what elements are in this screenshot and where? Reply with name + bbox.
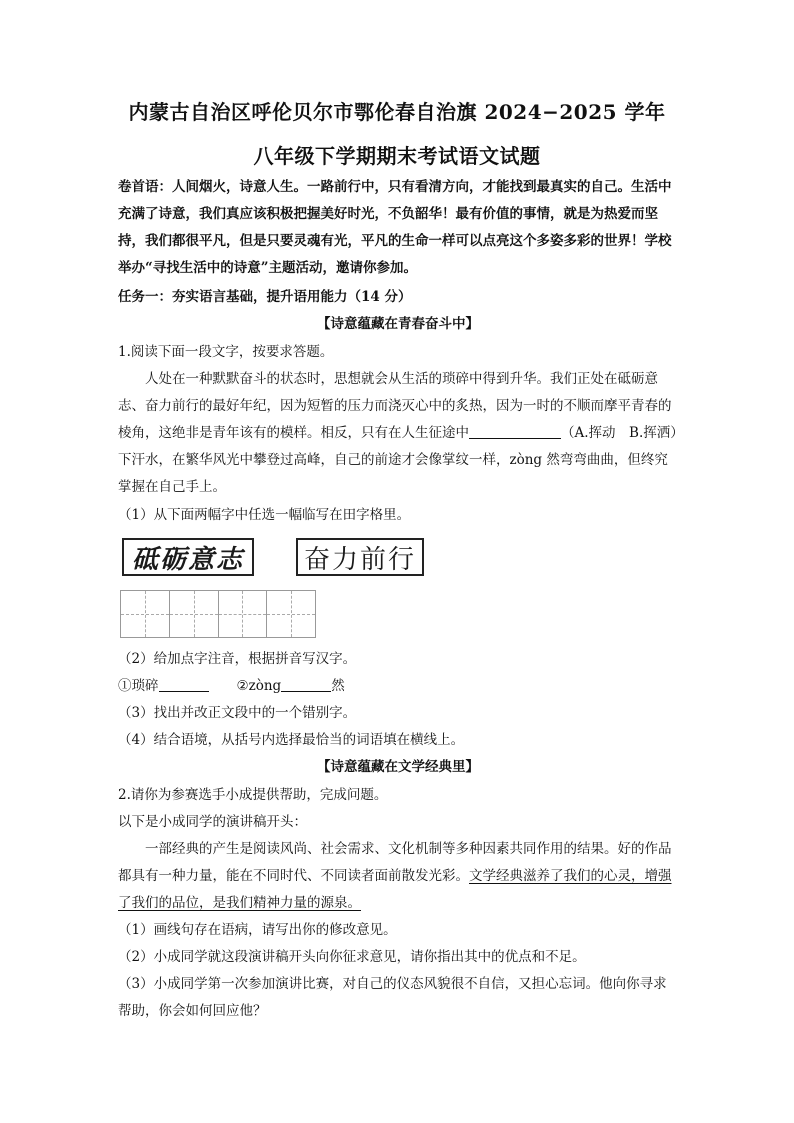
q1-stem: 1.阅读下面一段文字，按要求答题。 [118, 344, 334, 360]
q1-sub1: （1）从下面两幅字中任选一幅临写在田字格里。 [118, 507, 411, 523]
calligraphy-sample-1 [122, 538, 254, 576]
sub2-blank2[interactable] [281, 677, 331, 692]
q2-lead: 以下是小成同学的演讲稿开头： [118, 814, 307, 830]
calligraphy-sample-2 [296, 538, 424, 576]
calligraphy-text-2: 奋力前行 [303, 544, 416, 575]
q1-sub3: （3）找出并改正文段中的一个错别字。 [118, 705, 357, 721]
sub2-item2-prefix: ②zòng [236, 678, 282, 694]
exam-title-line2: 八年级下学期期末考试语文试题 [253, 144, 541, 168]
tianzige-cell[interactable] [170, 591, 219, 637]
q2-speech-underlined: 文学经典滋养了我们的心灵，增强了我们的品位，是我们精神力量的源泉。 [118, 868, 672, 911]
sub2-blank1[interactable] [159, 677, 209, 692]
intro-paragraph: 卷首语：人间烟火，诗意人生。一路前行中，只有看清方向，才能找到最真实的自己。生活中充满了诗意，我们真应该积极把握美好时光，不负韶华！最有价值的事情，就是为热爱而坚持，我们都很平凡，但是只要灵魂有光，平凡的生命一样可以点亮这个多姿多彩的世界！学校举办“寻找生活中的诗意”主题活动，邀请你参加。 [118, 179, 672, 276]
q2-speech [118, 836, 678, 917]
sub2-item2-suffix: 然 [331, 678, 345, 694]
tianzige-cell[interactable] [267, 591, 315, 637]
q1-sub2-answers [118, 673, 678, 700]
tianzige-grid[interactable] [120, 590, 316, 638]
q1-passage-part1: 人处在一种默默奋斗的状态时，思想就会从生活的琐碎中得到升华。我们正处在砥砺意志、奋力前行的最好年纪，因为短暂的压力而浇灭心中的炙热，因为一时的不顺而摩平青春的棱角，这绝非是青年该有的模样。相反，只有在人生征途中 [118, 371, 672, 441]
exam-title-line1: 内蒙古自治区呼伦贝尔市鄂伦春自治旗 2024−2025 学年 [128, 100, 666, 124]
section2-heading: 【诗意蕴藏在文学经典里】 [317, 759, 479, 775]
calligraphy-text-1: 砥砺意志 [131, 544, 244, 575]
q1-passage [118, 366, 678, 501]
task1-heading: 任务一：夯实语言基础，提升语用能力（14 分） [118, 289, 412, 305]
tianzige-cell[interactable] [121, 591, 170, 637]
section1-heading: 【诗意蕴藏在青春奋斗中】 [317, 316, 479, 332]
q1-sub4: （4）结合语境，从括号内选择最恰当的词语填在横线上。 [118, 732, 465, 748]
tianzige-cell[interactable] [219, 591, 268, 637]
q2-speech-part1: 一部经典的产生是阅读风尚、社会需求、文化机制等多种因素共同作用的结果。好的作品都具有一种力量，能在不同时代、不同读者面前散发光彩。 [118, 841, 672, 884]
q2-stem: 2.请你为参赛选手小成提供帮助，完成问题。 [118, 787, 388, 803]
q1-sub2: （2）给加点字注音，根据拼音写汉字。 [118, 651, 357, 667]
q2-sub1: （1）画线句存在语病，请写出你的修改意见。 [118, 922, 397, 938]
sub2-item1: ①琐碎 [118, 678, 159, 694]
q2-sub2: （2）小成同学就这段演讲稿开头向你征求意见，请你指出其中的优点和不足。 [118, 949, 586, 965]
q2-sub3: （3）小成同学第一次参加演讲比赛，对自己的仪态风貌很不自信，又担心忘词。他向你寻求帮助，你会如何回应他？ [118, 976, 667, 1019]
q1-passage-part2: （A.挥动 B.挥洒）下汗水，在繁华风光中攀登过高峰，自己的前途才会像掌纹一样，zòng 然弯弯曲曲，但终究掌握在自己手上。 [118, 425, 678, 495]
q1-fill-blank[interactable] [469, 424, 561, 439]
